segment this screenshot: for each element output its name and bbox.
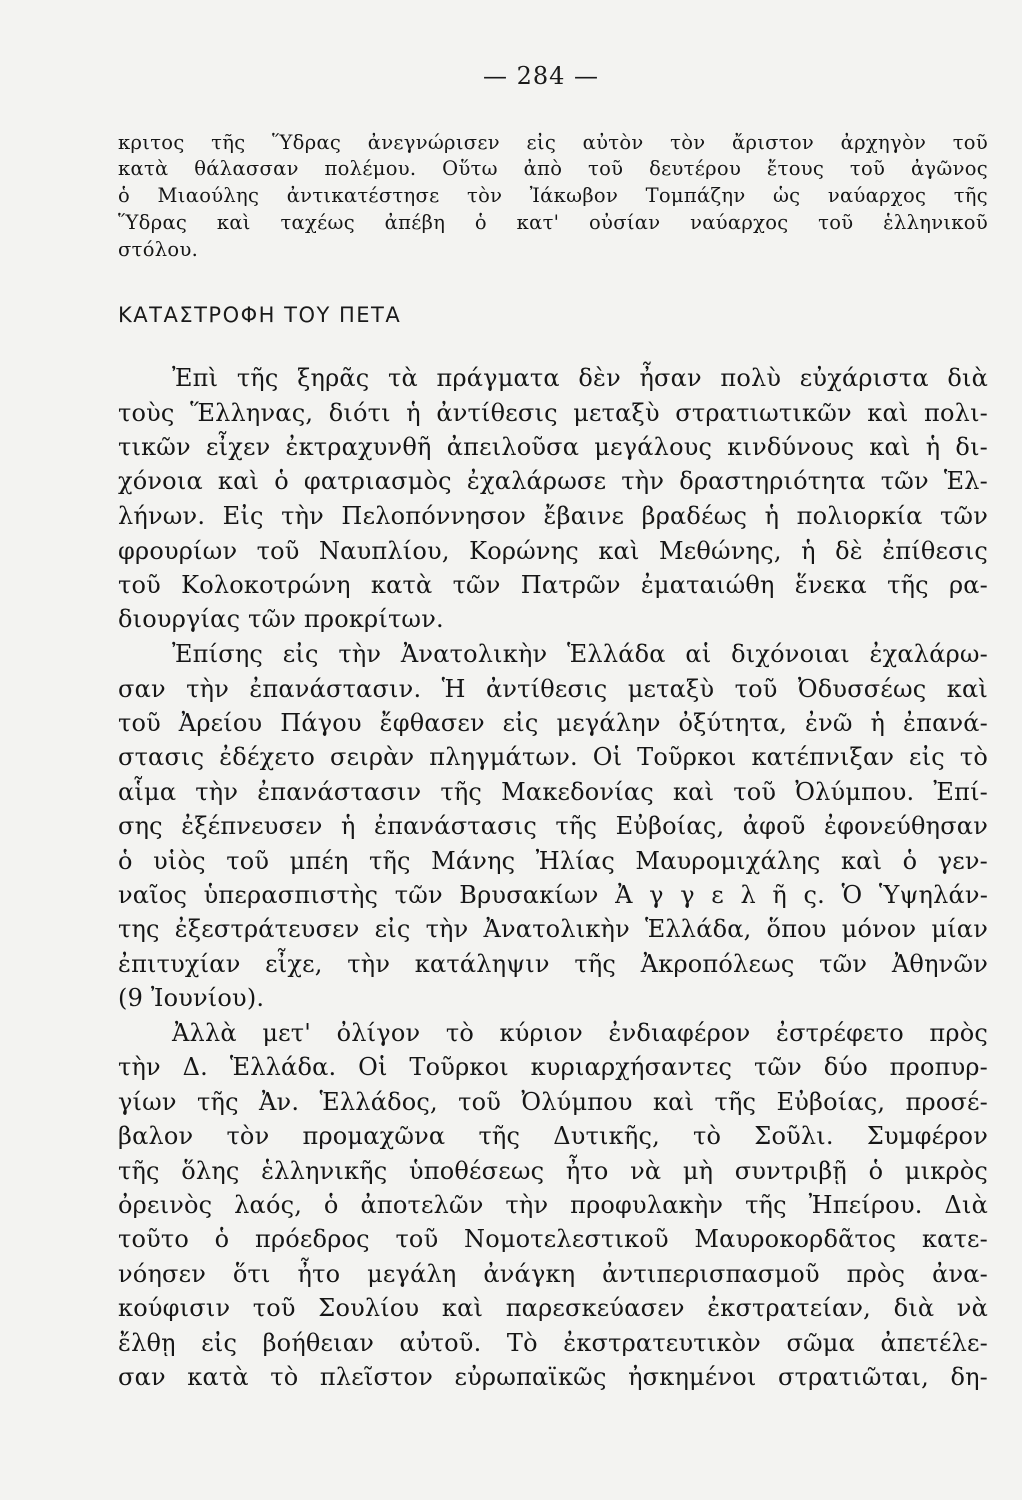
intro-line: στόλου. [118, 238, 199, 261]
body-line: βαλον τὸν προμαχῶνα τῆς Δυτικῆς, τὸ Σοῦλι. Συμφέρον [118, 1122, 988, 1150]
body-line: γίων τῆς Ἀν. Ἑλλάδος, τοῦ Ὀλύμπου καὶ τῆς Εὐβοίας, προσέ- [118, 1088, 988, 1116]
body-line: σαν κατὰ τὸ πλεῖστον εὐρωπαϊκῶς ἠσκημένοι στρατιῶται, δη- [118, 1363, 988, 1391]
body-line: νόησεν ὅτι ἦτο μεγάλη ἀνάγκη ἀντιπερισπασμοῦ πρὸς ἀνα- [118, 1260, 988, 1288]
body-line: αἷμα τὴν ἐπανάστασιν τῆς Μακεδονίας καὶ τοῦ Ὀλύμπου. Ἐπί- [118, 778, 988, 806]
body-line: διουργίας τῶν προκρίτων. [118, 605, 444, 633]
body-line: τοῦ Κολοκοτρώνη κατὰ τῶν Πατρῶν ἐματαιώθη ἕνεκα τῆς ρα- [118, 571, 988, 599]
intro-line: κατὰ θάλασσαν πολέμου. Οὕτω ἀπὸ τοῦ δευτέρου ἔτους τοῦ ἀγῶνος [118, 157, 988, 180]
body-line: τὴν Δ. Ἑλλάδα. Οἱ Τοῦρκοι κυριαρχήσαντες τῶν δύο προπυρ- [118, 1053, 988, 1081]
body-line: Ἐπὶ τῆς ξηρᾶς τὰ πράγματα δὲν ἦσαν πολὺ εὐχάριστα διὰ [172, 364, 988, 392]
body-line: τοῦ Ἀρείου Πάγου ἔφθασεν εἰς μεγάλην ὀξύτητα, ἐνῶ ἡ ἐπανά- [118, 709, 988, 737]
body-line: ὁ υἱὸς τοῦ μπέη τῆς Μάνης Ἠλίας Μαυρομιχάλης καὶ ὁ γεν- [118, 847, 988, 875]
page-number: — 284 — [482, 62, 600, 90]
body-line: τοῦτο ὁ πρόεδρος τοῦ Νομοτελεστικοῦ Μαυροκορδᾶτος κατε- [118, 1225, 988, 1253]
section-heading: ΚΑΤΑΣΤΡΟΦΗ ΤΟΥ ΠΕΤΑ [118, 303, 402, 327]
body-line: (9 Ἰουνίου). [118, 984, 265, 1012]
body-line: τοὺς Ἕλληνας, διότι ἡ ἀντίθεσις μεταξὺ στρατιωτικῶν καὶ πολι- [118, 399, 988, 427]
body-line: στασις ἐδέχετο σειρὰν πληγμάτων. Οἱ Τοῦρκοι κατέπνιξαν εἰς τὸ [118, 743, 988, 771]
body-line: σης ἐξέπνευσεν ἡ ἐπανάστασις τῆς Εὐβοίας, ἀφοῦ ἐφονεύθησαν [118, 812, 988, 840]
body-line: κούφισιν τοῦ Σουλίου καὶ παρεσκεύασεν ἐκστρατείαν, διὰ νὰ [118, 1294, 988, 1322]
body-line: της ἐξεστράτευσεν εἰς τὴν Ἀνατολικὴν Ἑλλάδα, ὅπου μόνον μίαν [118, 915, 988, 943]
body-line: φρουρίων τοῦ Ναυπλίου, Κορώνης καὶ Μεθώνης, ἡ δὲ ἐπίθεσις [118, 537, 988, 565]
body-line: τῆς ὅλης ἑλληνικῆς ὑποθέσεως ἦτο νὰ μὴ συντριβῇ ὁ μικρὸς [118, 1157, 988, 1185]
body-line: ἔλθῃ εἰς βοήθειαν αὐτοῦ. Τὸ ἐκστρατευτικὸν σῶμα ἀπετέλε- [118, 1329, 988, 1357]
body-line: ναῖος ὑπερασπιστὴς τῶν Βρυσακίων Ἀ γ γ ε λ ῆ ς. Ὁ Ὑψηλάν- [118, 881, 988, 909]
intro-line: ὁ Μιαούλης ἀντικατέστησε τὸν Ἰάκωβον Τομπάζην ὡς ναύαρχος τῆς [118, 184, 988, 207]
intro-line: Ὕδρας καὶ ταχέως ἀπέβη ὁ κατ' οὐσίαν ναύαρχος τοῦ ἑλληνικοῦ [118, 211, 988, 234]
body-line: ἐπιτυχίαν εἶχε, τὴν κατάληψιν τῆς Ἀκροπόλεως τῶν Ἀθηνῶν [118, 950, 988, 978]
body-line: ὀρεινὸς λαός, ὁ ἀποτελῶν τὴν προφυλακὴν τῆς Ἠπείρου. Διὰ [118, 1191, 988, 1219]
body-line: χόνοια καὶ ὁ φατριασμὸς ἐχαλάρωσε τὴν δραστηριότητα τῶν Ἑλ- [118, 467, 988, 495]
body-line: τικῶν εἶχεν ἐκτραχυνθῆ ἀπειλοῦσα μεγάλους κινδύνους καὶ ἡ δι- [118, 433, 988, 461]
body-line: λήνων. Εἰς τὴν Πελοπόννησον ἔβαινε βραδέως ἡ πολιορκία τῶν [118, 502, 988, 530]
body-line: Ἀλλὰ μετ' ὀλίγον τὸ κύριον ἐνδιαφέρον ἐστρέφετο πρὸς [172, 1019, 988, 1047]
intro-line: κριτος τῆς Ὕδρας ἀνεγνώρισεν εἰς αὐτὸν τὸν ἄριστον ἀρχηγὸν τοῦ [118, 131, 988, 154]
body-line: σαν τὴν ἐπανάστασιν. Ἡ ἀντίθεσις μεταξὺ τοῦ Ὀδυσσέως καὶ [118, 675, 988, 703]
body-line: Ἐπίσης εἰς τὴν Ἀνατολικὴν Ἑλλάδα αἱ διχόνοιαι ἐχαλάρω- [172, 640, 988, 668]
